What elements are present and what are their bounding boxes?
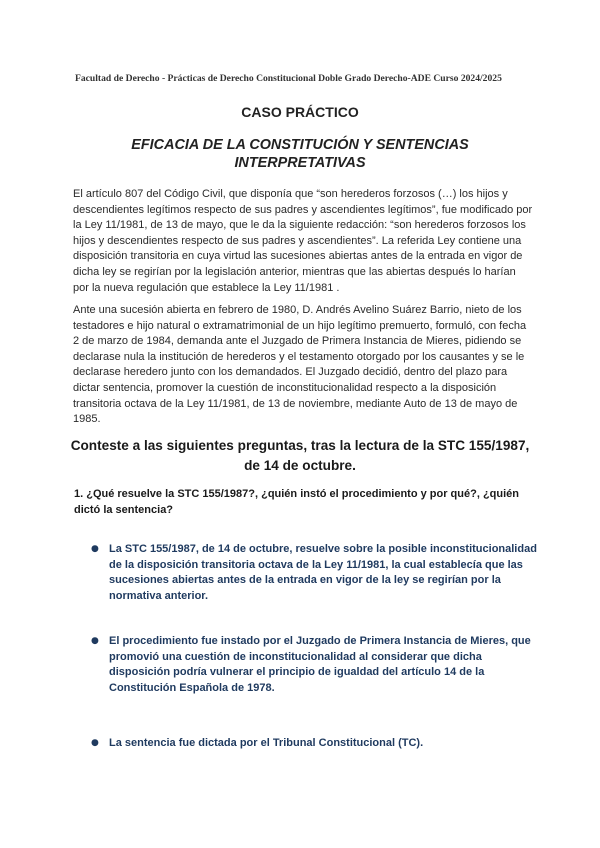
answer-bullet-item [91,736,541,752]
course-header: Facultad de Derecho - Prácticas de Derecho Constitucional Doble Grado Derecho-ADE Curso 2024/2025 [75,73,502,84]
paragraph-article-807: El artículo 807 del Código Civil, que disponía que “son herederos forzosos (…) los hijos y descendientes legítimos respecto de sus padres y ascendientes legítimos”, fue modificado por la Ley 11/1981, de 13 de mayo, que le da la siguiente redacción: “son herederos forzosos los hijos y descendientes respecto de sus padres y ascendientes”. La referida Ley contiene una disposición transitoria en cuya virtud las sucesiones abiertas antes de la entrada en vigor de dicha ley se regirían por la legislación anterior, mientras que las abiertas después lo harían por la nueva regulación que establece la Ley 11/1981 . [73,188,533,294]
question-1: 1. ¿Qué resuelve la STC 155/1987?, ¿quién instó el procedimiento y por qué?, ¿quién dictó la sentencia? [74,488,519,516]
section-heading: Conteste a las siguientes preguntas, tras la lectura de la STC 155/1987, de 14 de octubre. [70,438,530,473]
bullet-icon: ● [91,544,99,554]
answer-text: El procedimiento fue instado por el Juzgado de Primera Instancia de Mieres, que promovió una cuestión de inconstitucionalidad al considerar que dicha disposición podría vulnerar el principio de igualdad del artículo 14 de la Constitución Española de 1978. [109,635,531,694]
bullet-icon: ● [91,738,99,748]
bullet-icon: ● [91,636,99,646]
paragraph-case-facts: Ante una sucesión abierta en febrero de 1980, D. Andrés Avelino Suárez Barrio, nieto de los testadores e hijo natural o extramatrimonial de un hijo legítimo premuerto, formuló, con fecha 2 de marzo de 1984, demanda ante el Juzgado de Primera Instancia de Mieres, pidiendo se declarase nula la institución de herederos y el testamento otorgado por los causantes y se le declarase heredero junto con los demandados. El Juzgado decidió, dentro del plazo para dictar sentencia, promover la cuestión de inconstitucionalidad respecto a la disposición transitoria octava de la Ley 11/1981, de 13 de noviembre, mediante Auto de 13 de mayo de 1985. [73,304,527,426]
answer-bullet-item [91,542,541,604]
document-title: EFICACIA DE LA CONSTITUCIÓN Y SENTENCIAS INTERPRETATIVAS [131,137,469,171]
answer-bullet-item [91,634,541,696]
answer-text: La STC 155/1987, de 14 de octubre, resuelve sobre la posible inconstitucionalidad de la disposición transitoria octava de la Ley 11/1981, la cual establecía que las sucesiones abiertas antes de la entrada en vigor de la ley se regirían por la normativa anterior. [109,543,537,602]
answer-text: La sentencia fue dictada por el Tribunal Constitucional (TC). [109,737,424,749]
case-label: CASO PRÁCTICO [241,104,359,120]
